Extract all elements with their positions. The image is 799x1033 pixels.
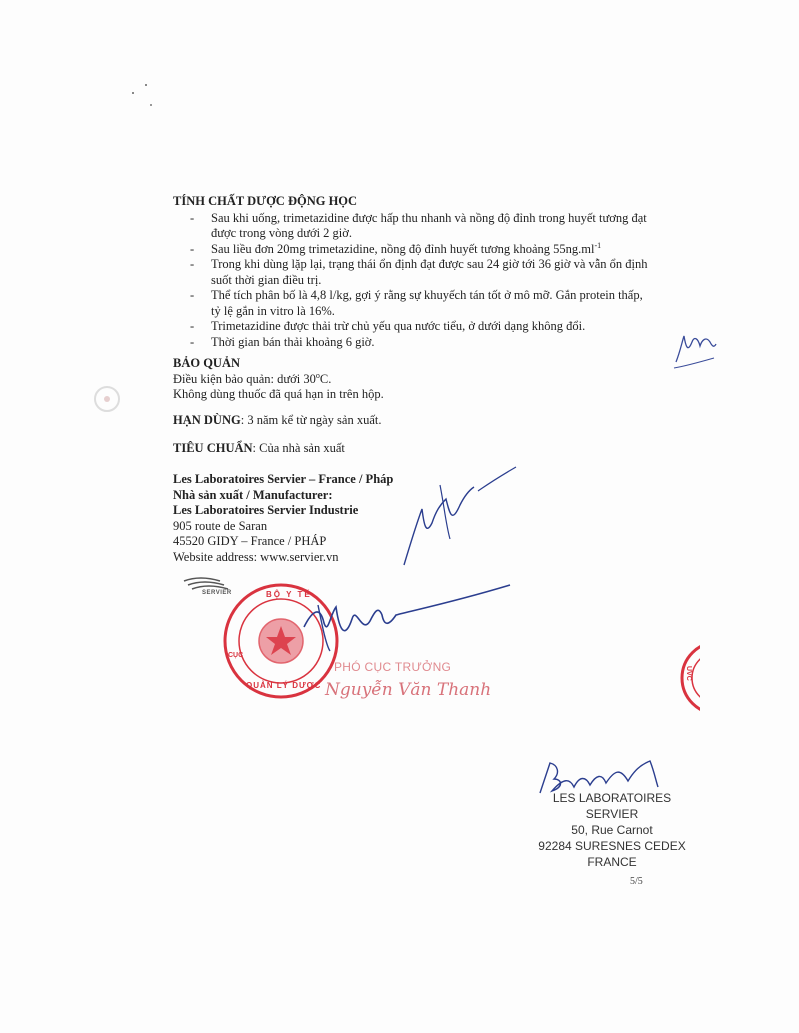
- stamp-left-text: CỤC: [228, 652, 244, 659]
- storage-condition: [173, 372, 693, 388]
- manufacturer-city: 45520 GIDY – France / PHÁP: [173, 534, 327, 548]
- pharmacokinetics-list: [173, 211, 693, 351]
- faded-seal-icon: [92, 384, 122, 414]
- list-item: - Trimetazidine được thải trừ chủ yếu qua nước tiểu, ở dưới dạng không đổi.: [173, 319, 693, 335]
- list-item: - Sau khi uống, trimetazidine được hấp thu nhanh và nồng độ đỉnh trong huyết tương đạt được trong vòng dưới 2 giờ.: [173, 211, 651, 242]
- servier-logo-text: SERVIER: [202, 590, 232, 596]
- scan-speck: [150, 104, 152, 106]
- standard-line: [173, 441, 693, 457]
- page-number: 5/5: [630, 876, 643, 887]
- stamp-top-text: BỘ Y TẾ: [266, 590, 312, 599]
- scan-speck: [132, 92, 134, 94]
- standard-value: : Của nhà sản xuất: [252, 441, 345, 455]
- expiry-value: : 3 năm kể từ ngày sản xuất.: [240, 413, 382, 427]
- storage-warning: Không dùng thuốc đã quá hạn in trên hộp.: [173, 387, 384, 401]
- initials-mark: [670, 322, 720, 372]
- address-city: 92284 SURESNES CEDEX: [538, 839, 686, 853]
- list-item: - Thể tích phân bố là 4,8 l/kg, gợi ý rằng sự khuyếch tán tốt ở mô mỡ. Gắn protein thấp, tỷ lệ gắn in vitro là 16%.: [173, 288, 651, 319]
- storage-condition-unit: C.: [319, 371, 332, 386]
- signature-official: [300, 575, 520, 665]
- signature-manufacturer: [380, 465, 520, 575]
- list-item: - Trong khi dùng lặp lại, trạng thái ổn định đạt được sau 24 giờ tới 36 giờ và vẫn ổn định suốt thời gian điều trị.: [173, 257, 651, 288]
- address-company: LES LABORATOIRES SERVIER: [552, 791, 672, 821]
- storage-section: [173, 356, 693, 403]
- list-item-text: Sau liều đơn 20mg trimetazidine, nồng độ đỉnh huyết tương khoảng 55ng.ml: [211, 241, 595, 256]
- manufacturer-label: Nhà sản xuất / Manufacturer:: [173, 487, 333, 502]
- pharmacokinetics-heading: TÍNH CHẤT DƯỢC ĐỘNG HỌC: [173, 194, 358, 208]
- expiry-line: [173, 413, 693, 429]
- scan-speck: [145, 84, 147, 86]
- edge-stamp: [676, 640, 700, 716]
- address-block: [527, 790, 697, 870]
- website-address: Website address: www.servier.vn: [173, 549, 339, 564]
- stamp-bottom-text: QUẢN LÝ DƯỢC: [246, 681, 322, 690]
- manufacturer-street: 905 route de Saran: [173, 518, 268, 533]
- address-street: 50, Rue Carnot: [571, 823, 653, 837]
- address-country: FRANCE: [587, 855, 637, 869]
- list-item: - Thời gian bán thải khoảng 6 giờ.: [173, 335, 693, 351]
- list-item: [173, 242, 693, 258]
- degree-symbol: o: [315, 370, 320, 380]
- storage-heading: BẢO QUẢN: [173, 356, 241, 370]
- stamp-title: PHÓ CỤC TRƯỞNG: [334, 660, 452, 674]
- manufacturer-name: Les Laboratoires Servier Industrie: [173, 503, 359, 517]
- storage-condition-text: Điều kiện bảo quản: dưới 30: [173, 371, 316, 386]
- expiry-label: HẠN DÙNG: [173, 413, 241, 427]
- superscript: -1: [594, 240, 602, 250]
- company-name: Les Laboratoires Servier – France / Pháp: [173, 472, 394, 486]
- standard-label: TIÊU CHUẨN: [173, 441, 253, 455]
- pharmacokinetics-section: [173, 194, 693, 350]
- edge-stamp-text: UVC: [685, 666, 692, 681]
- stamp-signer-name: Nguyễn Văn Thanh: [325, 680, 492, 700]
